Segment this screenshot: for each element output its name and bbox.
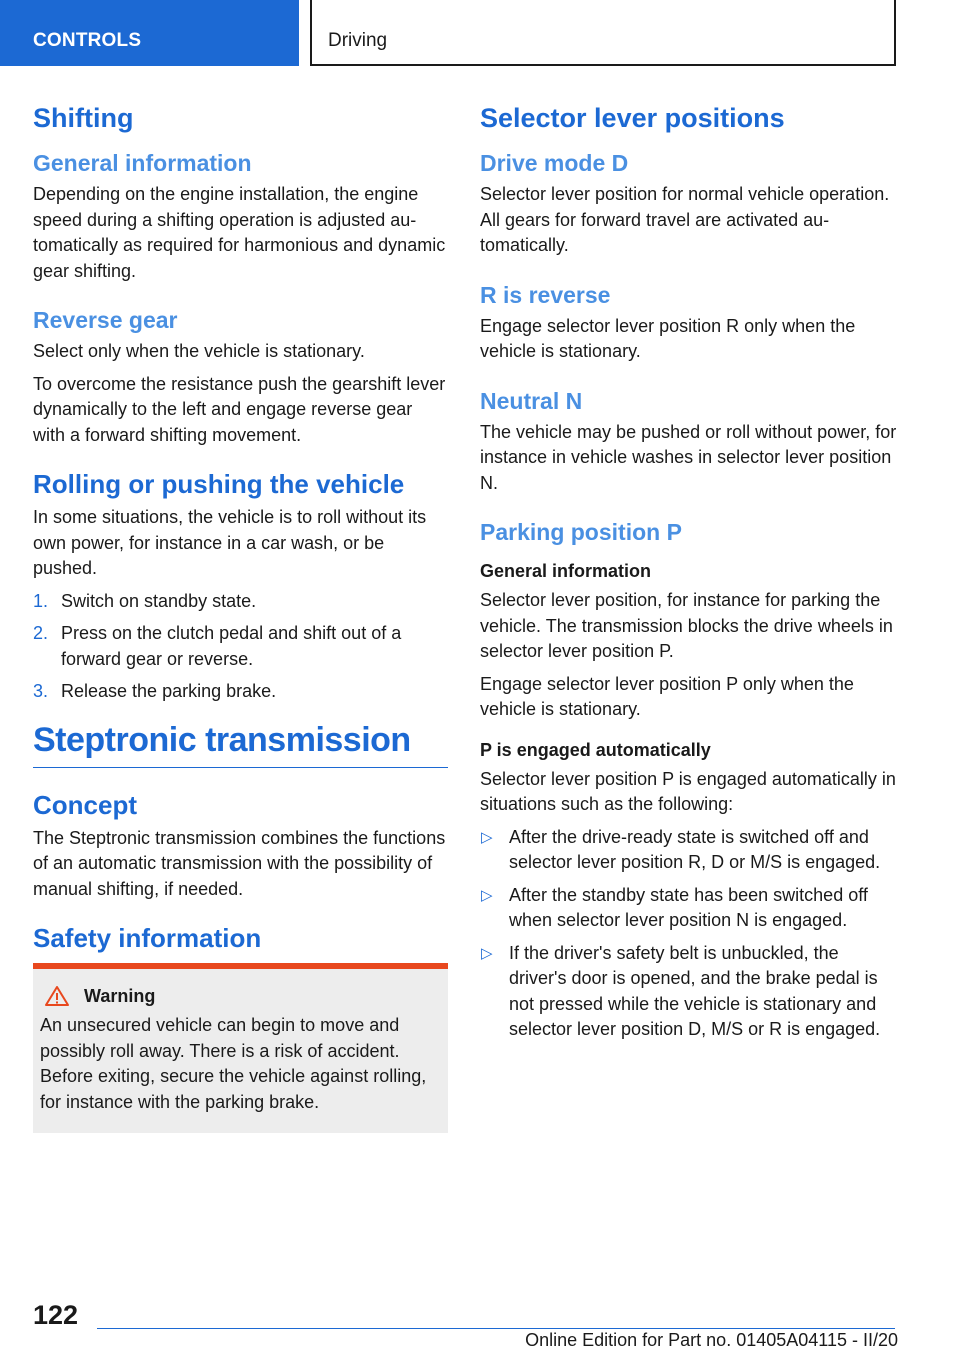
chapter-tab: [310, 0, 896, 66]
chapter-label: Driving: [328, 30, 388, 51]
paragraph-reverse: Engage selector lever position R only when the vehicle is stationary.: [480, 315, 856, 361]
page-number: 122: [33, 1300, 79, 1330]
warning-box: [33, 963, 448, 1133]
paragraph-rolling: In some situations, the vehicle is to roll without its own power, for instance in a car wash, or be pushed.: [33, 507, 427, 578]
paragraph-concept: The Steptronic transmission combines the functions of an automatic transmission with the possibility of manual shifting, if needed.: [33, 827, 446, 899]
heading-steptronic: Steptronic transmission: [33, 717, 448, 768]
heading-drive-mode: Drive mode D: [480, 150, 629, 176]
paragraph-drive: Selector lever position for normal vehicle operation. All gears for forward travel are activated automatically.: [480, 184, 890, 255]
paragraph-parking-2: Engage selector lever position P only when the vehicle is stationary.: [480, 673, 854, 719]
right-column: [480, 100, 898, 1050]
list-item: [33, 621, 448, 672]
steps-list: [33, 589, 448, 705]
heading-shifting: Shifting: [33, 103, 134, 133]
warning-header: [40, 985, 438, 1007]
list-item: [480, 825, 898, 876]
list-item: [33, 589, 448, 615]
warning-triangle-icon: [44, 985, 70, 1007]
heading-p-auto: P is engaged automatically: [480, 739, 711, 760]
heading-safety-information: Safety information: [33, 923, 262, 953]
heading-rolling-pushing: Rolling or pushing the vehicle: [33, 469, 405, 499]
list-item: [33, 679, 448, 705]
footer-divider: [97, 1328, 895, 1329]
section-tab: [0, 0, 299, 66]
heading-reverse: R is reverse: [480, 281, 611, 308]
step-text: Press on the clutch pedal and shift out of a forward gear or reverse.: [61, 623, 402, 669]
bullet-triangle-icon: ▷: [481, 944, 493, 962]
paragraph-general: Depending on the engine installation, the engine speed during a shifting operation is adjusted automatically as required for harmonious and dynamic gear shifting.: [33, 184, 446, 281]
bullet-triangle-icon: ▷: [481, 886, 493, 904]
conditions-list: [480, 825, 898, 1043]
list-item: [480, 883, 898, 934]
paragraph-p-auto: Selector lever position P is engaged automatically in situations such as the following:: [480, 768, 896, 814]
paragraph-neutral: The vehicle may be pushed or roll without power, for instance in vehicle washes in selector lever position N.: [480, 421, 897, 493]
list-item: [480, 941, 898, 1043]
step-text: Release the parking brake.: [61, 681, 277, 701]
heading-concept: Concept: [33, 789, 137, 820]
bullet-text: After the standby state has been switched off when selector lever position N is engaged.: [509, 884, 868, 930]
heading-selector-positions: Selector lever positions: [480, 103, 785, 133]
warning-label: Warning: [84, 985, 156, 1006]
step-number: 1.: [33, 590, 49, 611]
warning-text: An unsecured vehicle can begin to move and possibly roll away. There is a risk of accident. Before exiting, secure the vehicle against rolling, for instance with the parking brake.: [40, 1015, 427, 1112]
section-label: CONTROLS: [33, 30, 142, 51]
heading-parking-position: Parking position P: [480, 519, 682, 545]
footer-edition: Online Edition for Part no. 01405A04115 - II/20: [525, 1330, 898, 1350]
heading-neutral: Neutral N: [480, 387, 583, 414]
paragraph-parking-1: Selector lever position, for instance for parking the vehicle. The transmission blocks the drive wheels in selector lever position P.: [480, 590, 893, 661]
heading-general-information: General information: [33, 150, 252, 176]
bullet-triangle-icon: ▷: [481, 828, 493, 846]
bullet-text: If the driver's safety belt is unbuckled, the driver's door is opened, and the brake pedal is not pressed while the vehicle is stationary and selector lever position D, M/S or R is engaged.: [509, 942, 881, 1039]
paragraph-reverse-1: Select only when the vehicle is stationary.: [33, 341, 365, 361]
left-column: [33, 100, 448, 1133]
step-number: 3.: [33, 681, 49, 701]
step-number: 2.: [33, 623, 49, 643]
heading-parking-general: General information: [480, 561, 652, 581]
bullet-text: After the drive-ready state is switched off and selector lever position R, D or M/S is engaged.: [509, 826, 881, 872]
step-text: Switch on standby state.: [61, 590, 257, 611]
paragraph-reverse-2: To overcome the resistance push the gearshift lever dynamically to the left and engage reverse gear with a forward shifting movement.: [33, 373, 446, 445]
heading-reverse-gear: Reverse gear: [33, 307, 178, 333]
